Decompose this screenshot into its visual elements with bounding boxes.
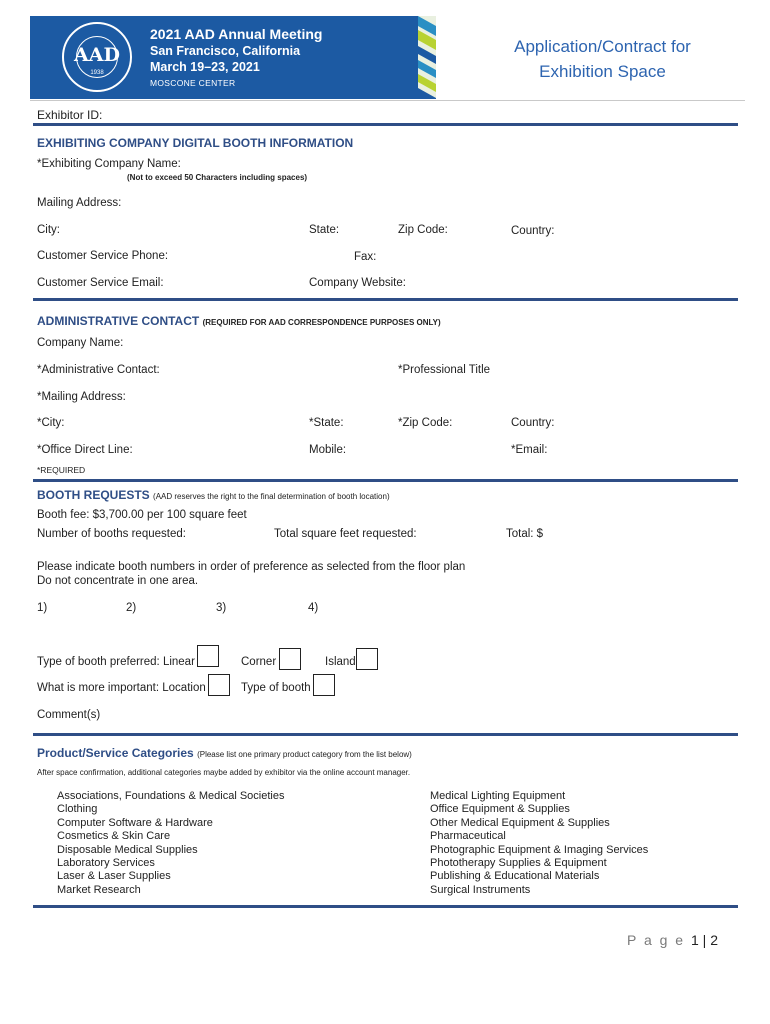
meeting-dates: March 19–23, 2021: [150, 60, 260, 74]
admin-mailing-label: *Mailing Address:: [37, 391, 126, 403]
admin-title-note: (REQUIRED FOR AAD CORRESPONDENCE PURPOSES ONLY): [202, 318, 441, 327]
page-separator: |: [698, 932, 711, 948]
preference-instruction: Please indicate booth numbers in order of preference as selected from the floor plan: [37, 561, 466, 573]
type-of-booth-checkbox[interactable]: [313, 674, 335, 696]
admin-section-title: [37, 314, 441, 328]
category-item: Laboratory Services: [57, 857, 155, 870]
country-label: Country:: [511, 225, 555, 237]
category-item: Cosmetics & Skin Care: [57, 830, 171, 843]
admin-email-label: *Email:: [511, 444, 548, 456]
category-item: Associations, Foundations & Medical Societies: [57, 790, 285, 802]
seal-year: 1938: [90, 70, 104, 76]
booth-title-text: BOOTH REQUESTS: [37, 488, 150, 502]
category-item: Market Research: [57, 883, 141, 896]
admin-country-label: Country:: [511, 417, 555, 429]
mailing-address-label: Mailing Address:: [37, 197, 122, 209]
state-label: State:: [309, 224, 340, 236]
island-label: Island: [325, 656, 356, 668]
category-item: Medical Lighting Equipment: [430, 790, 566, 802]
admin-city-label: *City:: [37, 417, 65, 429]
admin-state-label: *State:: [309, 417, 344, 429]
page-current: 1: [690, 932, 699, 948]
preference-2-label: 2): [126, 602, 137, 614]
category-item: Phototherapy Supplies & Equipment: [430, 857, 607, 870]
document-title-line2: Exhibition Space: [539, 62, 666, 81]
company-section-title: EXHIBITING COMPANY DIGITAL BOOTH INFORMATION: [37, 136, 354, 150]
category-item: Other Medical Equipment & Supplies: [430, 816, 610, 829]
preference-1-label: 1): [37, 602, 48, 614]
company-name-label: *Exhibiting Company Name:: [37, 158, 181, 170]
decorative-pattern: [418, 16, 436, 99]
page-total: 2: [710, 932, 718, 948]
required-note: *REQUIRED: [37, 465, 86, 475]
corner-checkbox[interactable]: [279, 648, 301, 670]
zip-label: Zip Code:: [398, 224, 448, 236]
admin-company-label: Company Name:: [37, 337, 124, 349]
section-divider: [33, 905, 738, 908]
category-item: Publishing & Educational Materials: [430, 870, 600, 883]
category-item: Laser & Laser Supplies: [57, 870, 171, 883]
seal-logo-text: AAD: [74, 44, 120, 66]
importance-label: What is more important: Location: [37, 682, 206, 694]
comments-label: Comment(s): [37, 709, 101, 721]
corner-label: Corner: [241, 656, 277, 668]
product-section-title: [37, 746, 412, 760]
professional-title-label: *Professional Title: [398, 364, 491, 376]
aad-seal-logo: [62, 22, 132, 92]
meeting-location: San Francisco, California: [150, 44, 301, 58]
cs-email-label: Customer Service Email:: [37, 277, 164, 289]
section-divider: [33, 123, 738, 126]
page-word: P a g e: [626, 932, 686, 948]
category-item: Pharmaceutical: [430, 830, 506, 843]
preference-note: Do not concentrate in one area.: [37, 575, 199, 587]
category-item: Computer Software & Hardware: [57, 816, 213, 829]
category-item: Surgical Instruments: [430, 883, 531, 896]
category-item: Clothing: [57, 803, 98, 816]
category-item: Disposable Medical Supplies: [57, 843, 198, 856]
type-of-booth-label: Type of booth: [241, 682, 311, 694]
preference-3-label: 3): [216, 602, 227, 614]
category-item: Photographic Equipment & Imaging Services: [430, 843, 649, 856]
product-title-note: (Please list one primary product category from the list below): [197, 750, 412, 759]
city-label: City:: [37, 224, 60, 236]
admin-title-text: ADMINISTRATIVE CONTACT: [37, 314, 200, 328]
section-divider: [33, 479, 738, 482]
total-sqft-label: Total square feet requested:: [274, 528, 417, 540]
company-name-note: (Not to exceed 50 Characters including spaces): [127, 173, 308, 182]
fax-label: Fax:: [354, 251, 377, 263]
total-label: Total: $: [506, 528, 544, 540]
booth-title-note: (AAD reserves the right to the final determination of booth location): [153, 492, 390, 501]
section-divider: [33, 733, 738, 736]
section-divider: [33, 298, 738, 301]
mobile-label: Mobile:: [309, 444, 347, 456]
location-checkbox[interactable]: [208, 674, 230, 696]
page-number: [627, 932, 718, 948]
admin-zip-label: *Zip Code:: [398, 417, 453, 429]
booth-fee-text: Booth fee: $3,700.00 per 100 square feet: [37, 509, 247, 521]
product-title-text: Product/Service Categories: [37, 746, 194, 760]
cs-phone-label: Customer Service Phone:: [37, 250, 169, 262]
meeting-banner: [30, 16, 418, 99]
island-checkbox[interactable]: [356, 648, 378, 670]
preference-4-label: 4): [308, 602, 319, 614]
linear-checkbox[interactable]: [197, 645, 219, 667]
num-booths-label: Number of booths requested:: [37, 528, 186, 540]
booth-section-title: [37, 488, 390, 502]
category-list-right: [430, 790, 648, 897]
document-title: [460, 34, 745, 84]
booth-type-label: Type of booth preferred: Linear: [37, 656, 195, 668]
category-list-left: [57, 790, 284, 897]
admin-contact-label: *Administrative Contact:: [37, 364, 160, 376]
category-item: Office Equipment & Supplies: [430, 803, 570, 816]
header-banner: [30, 16, 745, 101]
meeting-venue: MOSCONE CENTER: [150, 78, 236, 88]
document-title-line1: Application/Contract for: [514, 37, 691, 56]
website-label: Company Website:: [309, 277, 406, 289]
product-subnote: After space confirmation, additional categories maybe added by exhibitor via the online account manager.: [37, 768, 411, 777]
exhibitor-id-label: Exhibitor ID:: [37, 108, 103, 122]
meeting-title: 2021 AAD Annual Meeting: [150, 26, 323, 42]
office-line-label: *Office Direct Line:: [37, 444, 133, 456]
